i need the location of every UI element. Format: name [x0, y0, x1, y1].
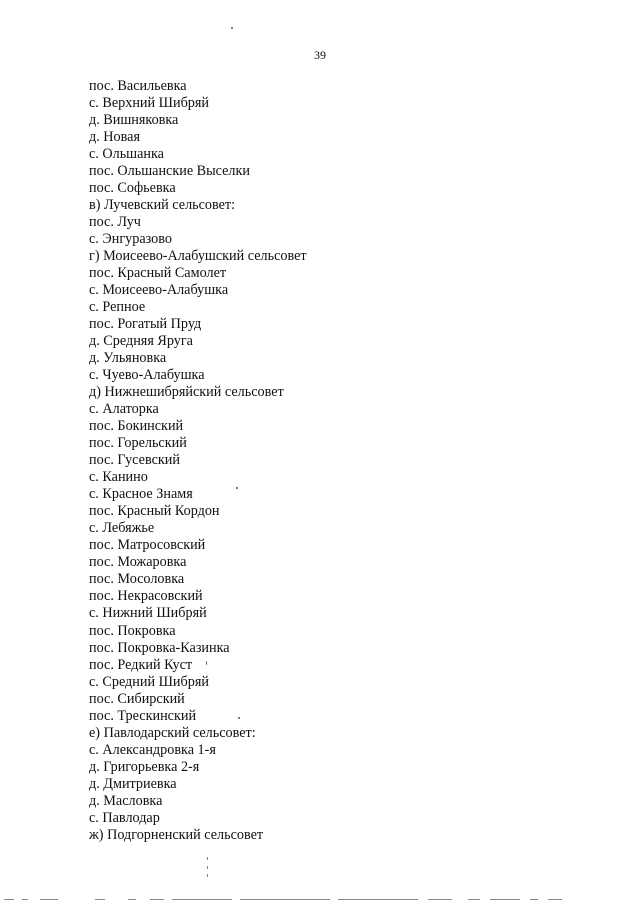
list-item: д. Средняя Яруга: [89, 333, 193, 350]
list-item: пос. Софьевка: [89, 180, 176, 197]
list-item: пос. Рогатый Пруд: [89, 316, 202, 333]
list-item: с. Алаторка: [89, 401, 159, 418]
list-item: ж) Подгорненский сельсовет: [89, 826, 264, 843]
list-item: д. Вишняковка: [89, 112, 179, 129]
list-item: г) Моисеево-Алабушский сельсовет: [89, 248, 307, 265]
page-number: 39: [314, 48, 326, 62]
list-item: е) Павлодарский сельсовет:: [89, 724, 256, 741]
list-item: с. Лебяжье: [89, 520, 155, 537]
list-item: пос. Некрасовский: [89, 588, 203, 605]
scan-edge-noise: [0, 898, 640, 902]
list-item: пос. Луч: [89, 214, 141, 231]
settlement-list: [89, 78, 609, 844]
list-item: с. Моисеево-Алабушка: [89, 282, 229, 299]
list-item: с. Нижний Шибряй: [89, 605, 207, 622]
list-item: с. Репное: [89, 299, 146, 316]
list-item: пос. Матросовский: [89, 537, 206, 554]
list-item: пос. Гусевский: [89, 452, 180, 469]
list-item: с. Ольшанка: [89, 146, 164, 163]
list-item: д. Григорьевка 2-я: [89, 758, 200, 775]
scan-speck: [206, 661, 207, 665]
list-item: в) Лучевский сельсовет:: [89, 197, 236, 214]
list-item: пос. Мосоловка: [89, 571, 185, 588]
list-item: д. Ульяновка: [89, 350, 167, 367]
list-item: с. Павлодар: [89, 809, 160, 826]
list-item: с. Александровка 1-я: [89, 741, 216, 758]
list-item: пос. Ольшанские Выселки: [89, 163, 250, 180]
list-item: пос. Красный Самолет: [89, 265, 227, 282]
list-item: с. Верхний Шибряй: [89, 95, 209, 112]
list-item: пос. Васильевка: [89, 78, 187, 94]
list-item: с. Красное Знамя: [89, 486, 193, 503]
list-item: с. Канино: [89, 469, 148, 486]
list-item: пос. Сибирский: [89, 690, 185, 707]
list-item: д. Дмитриевка: [89, 775, 177, 792]
list-item: пос. Редкий Куст: [89, 656, 193, 673]
list-item: д. Новая: [89, 129, 140, 146]
scan-speck: [236, 487, 238, 489]
list-item: пос. Красный Кордон: [89, 503, 220, 520]
list-item: пос. Бокинский: [89, 418, 184, 435]
list-item: пос. Горельский: [89, 435, 187, 452]
scan-speck: [207, 857, 208, 860]
list-item: д) Нижнешибряйский сельсовет: [89, 384, 284, 401]
scan-speck: [238, 717, 240, 719]
list-item: пос. Можаровка: [89, 554, 187, 571]
scan-speck: [207, 866, 208, 869]
list-item: пос. Покровка-Казинка: [89, 639, 230, 656]
list-item: с. Средний Шибряй: [89, 673, 209, 690]
scan-speck: [231, 27, 233, 29]
list-item: пос. Трескинский: [89, 707, 197, 724]
scan-speck: [207, 874, 208, 877]
list-item: с. Чуево-Алабушка: [89, 367, 205, 384]
list-item: пос. Покровка: [89, 622, 176, 639]
list-item: д. Масловка: [89, 792, 163, 809]
list-item: с. Энгуразово: [89, 231, 172, 248]
